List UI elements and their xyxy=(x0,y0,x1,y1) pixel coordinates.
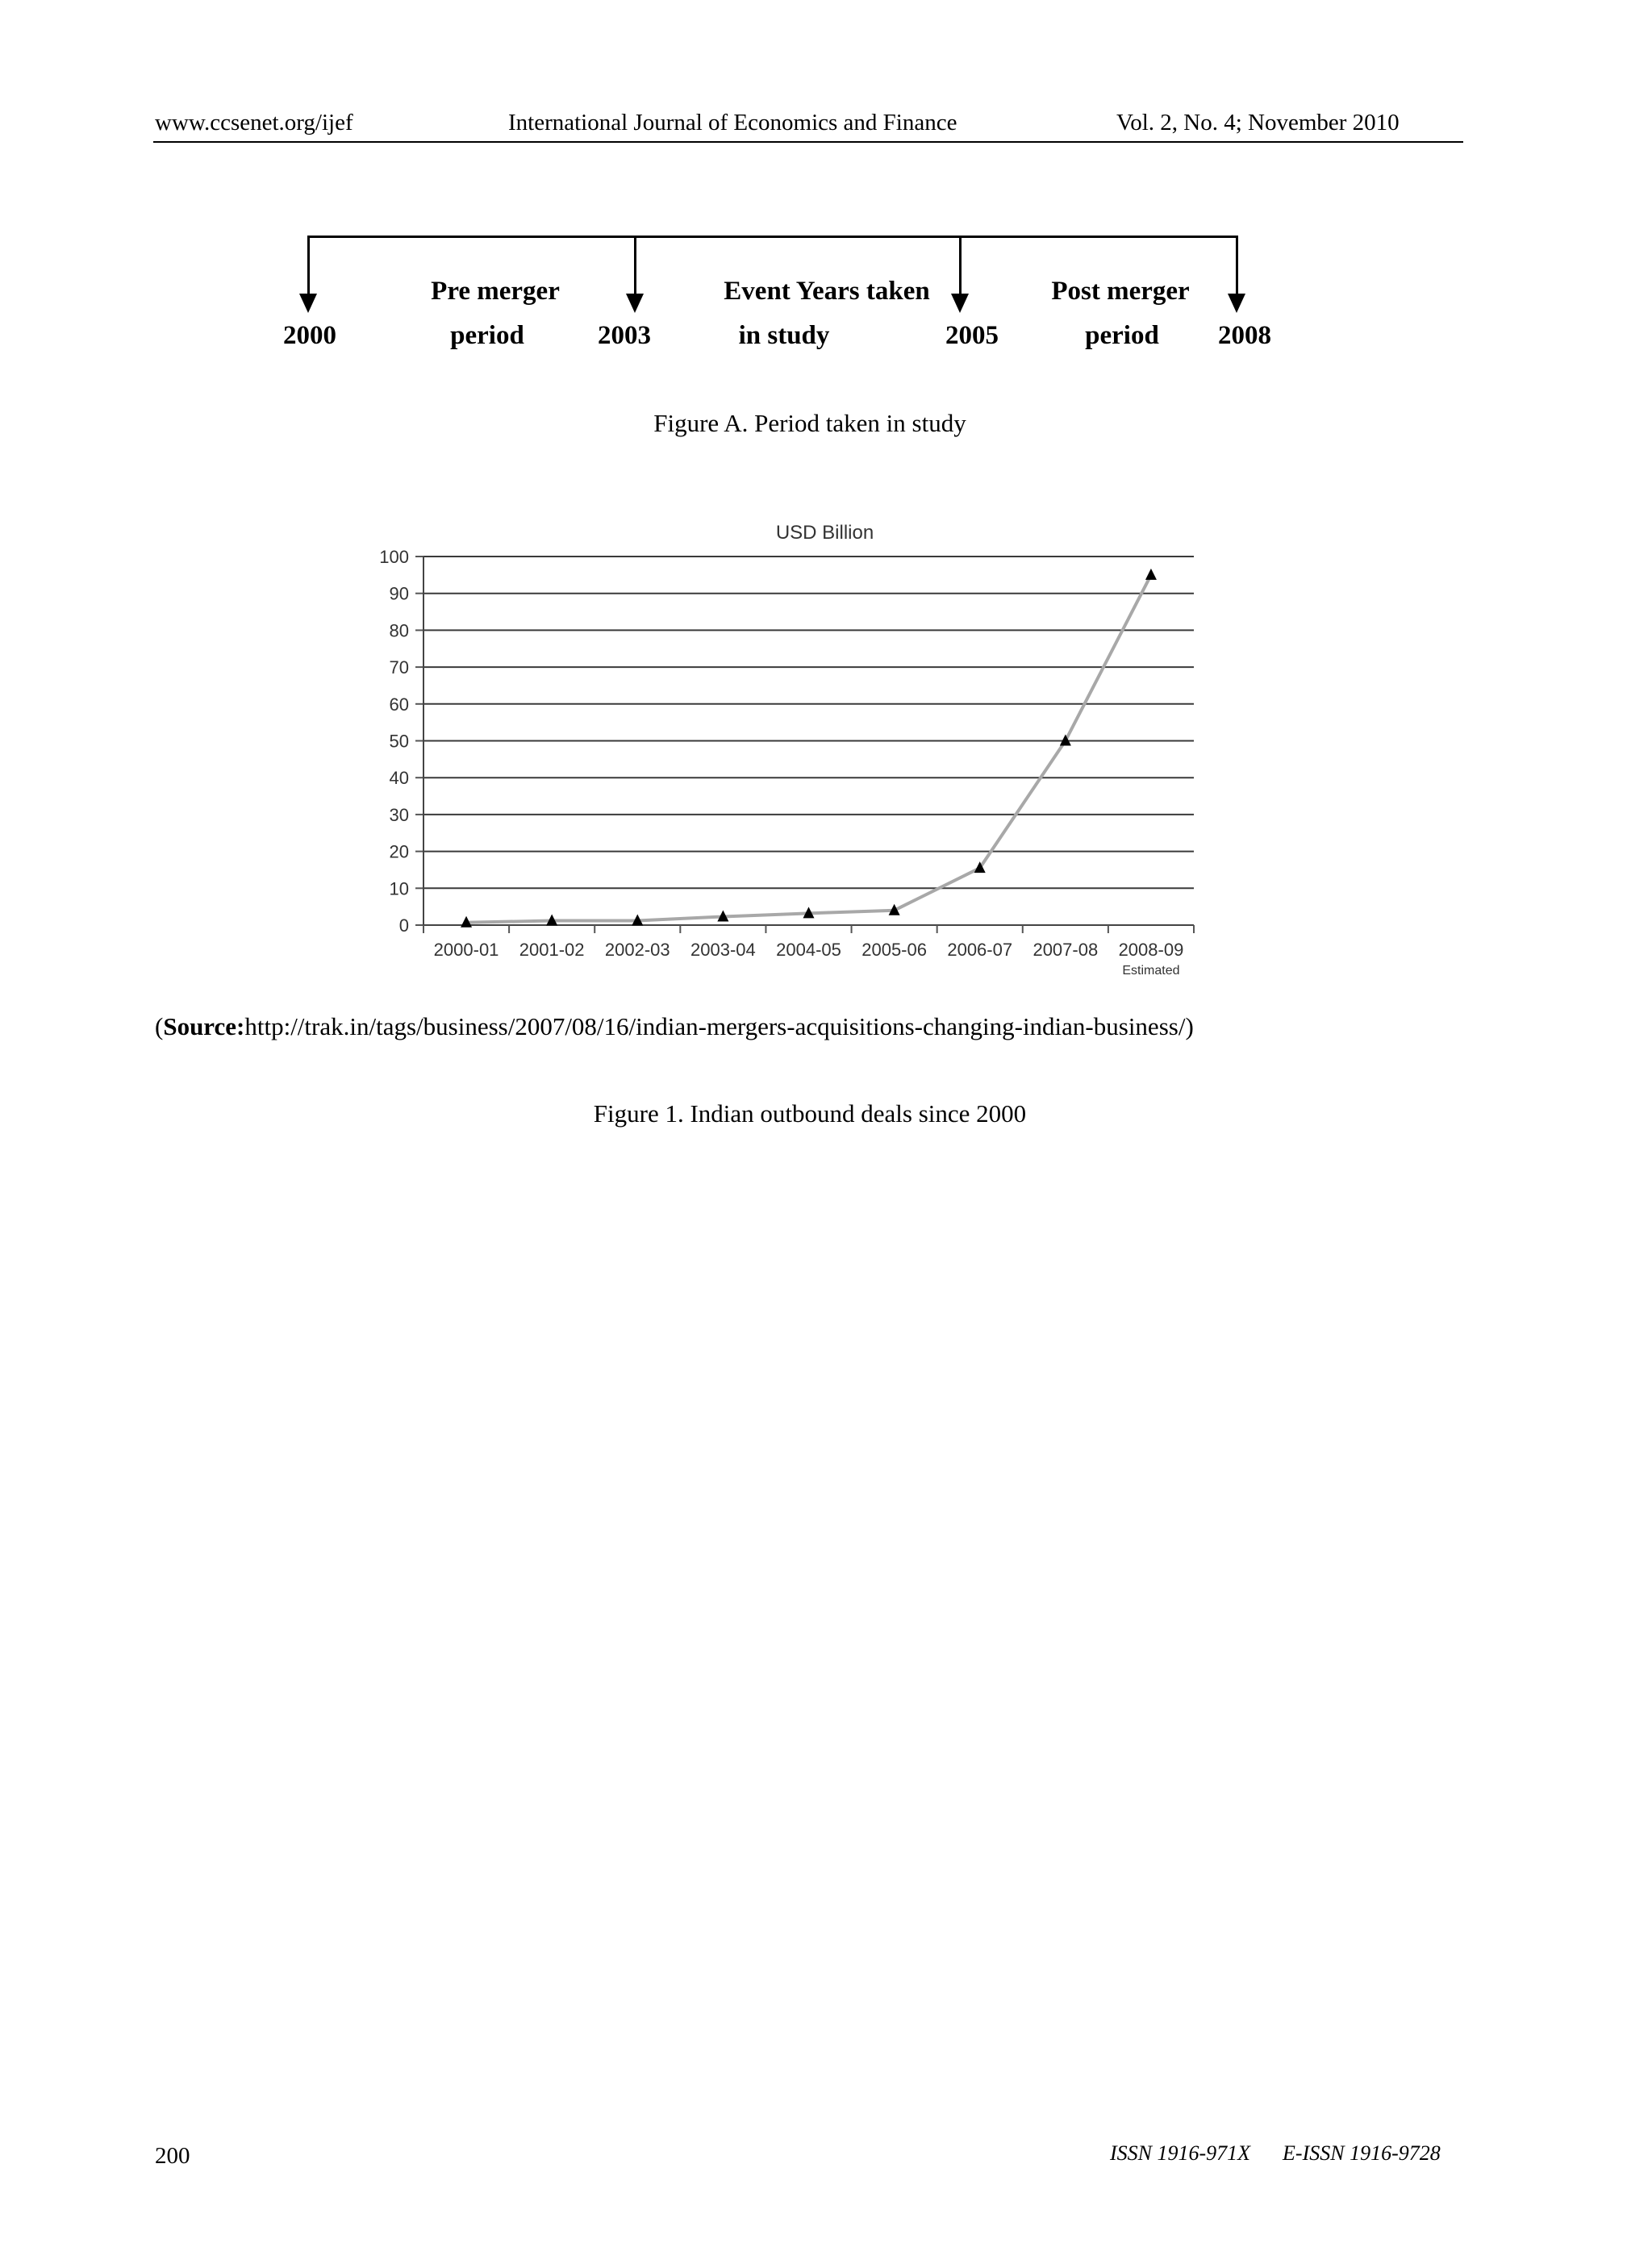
figure-a-caption: Figure A. Period taken in study xyxy=(653,409,966,437)
chart-x-tick-label: 2000-01 xyxy=(433,940,499,960)
source-label: Source: xyxy=(163,1012,245,1040)
timeline-year-2008: 2008 xyxy=(1218,321,1271,350)
header-website: www.ccsenet.org/ijef xyxy=(155,110,353,135)
footer-issn xyxy=(1110,2141,1441,2166)
chart-x-tick-label: 2007-08 xyxy=(1032,940,1099,960)
chart-x-tick-label: 2002-03 xyxy=(604,940,670,960)
period-post-line2: period xyxy=(1085,321,1159,350)
chart-y-tick-label: 60 xyxy=(389,694,409,715)
period-pre-line2: period xyxy=(450,321,524,350)
source-citation: (Source:http://trak.in/tags/business/2007/08/16/indian-mergers-acquisitions-changing-indian-business/) xyxy=(155,1012,1194,1040)
chart-x-tick-label: 2001-02 xyxy=(519,940,585,960)
chart-y-tick-label: 100 xyxy=(379,547,409,567)
period-post-line1: Post merger xyxy=(1051,277,1190,306)
chart-x-tick-label: 2005-06 xyxy=(861,940,927,960)
chart-x-tick-label: 2004-05 xyxy=(776,940,841,960)
period-event-line2: in study xyxy=(738,321,830,350)
chart-y-tick-label: 50 xyxy=(389,731,409,752)
chart-y-tick-label: 70 xyxy=(389,657,409,678)
chart-x-tick-label: 2008-09 xyxy=(1118,940,1184,960)
timeline-year-2000: 2000 xyxy=(283,321,336,350)
chart-category-note: Estimated xyxy=(1122,964,1180,978)
period-pre-line1: Pre merger xyxy=(431,277,560,306)
chart-y-tick-label: 90 xyxy=(389,583,409,604)
period-event-line1: Event Years taken xyxy=(724,277,930,306)
timeline-year-2005: 2005 xyxy=(945,321,999,350)
chart-point xyxy=(1145,569,1157,580)
chart-y-tick-label: 30 xyxy=(389,804,409,825)
chart-title: USD Billion xyxy=(775,522,874,544)
header-journal: International Journal of Economics and Finance xyxy=(508,110,957,135)
chart-y-tick-label: 40 xyxy=(389,768,409,789)
chart-series-line xyxy=(466,575,1151,923)
source-url: http://trak.in/tags/business/2007/08/16/indian-mergers-acquisitions-changing-indian-business/ xyxy=(244,1012,1186,1040)
chart-x-tick-label: 2003-04 xyxy=(690,940,756,960)
chart-y-tick-label: 0 xyxy=(398,915,409,936)
page-number: 200 xyxy=(155,2143,190,2169)
figure-1-caption: Figure 1. Indian outbound deals since 2000 xyxy=(593,1099,1027,1128)
eissn: E-ISSN 1916-9728 xyxy=(1283,2141,1441,2165)
chart-y-tick-label: 80 xyxy=(389,620,409,641)
timeline-year-2003: 2003 xyxy=(598,321,651,350)
chart-y-tick-label: 10 xyxy=(389,878,409,899)
outbound-deals-chart xyxy=(0,0,1652,1016)
issn: ISSN 1916-971X xyxy=(1110,2141,1251,2165)
chart-x-tick-label: 2006-07 xyxy=(947,940,1013,960)
header-volume: Vol. 2, No. 4; November 2010 xyxy=(1116,110,1400,135)
chart-y-tick-label: 20 xyxy=(389,841,409,862)
